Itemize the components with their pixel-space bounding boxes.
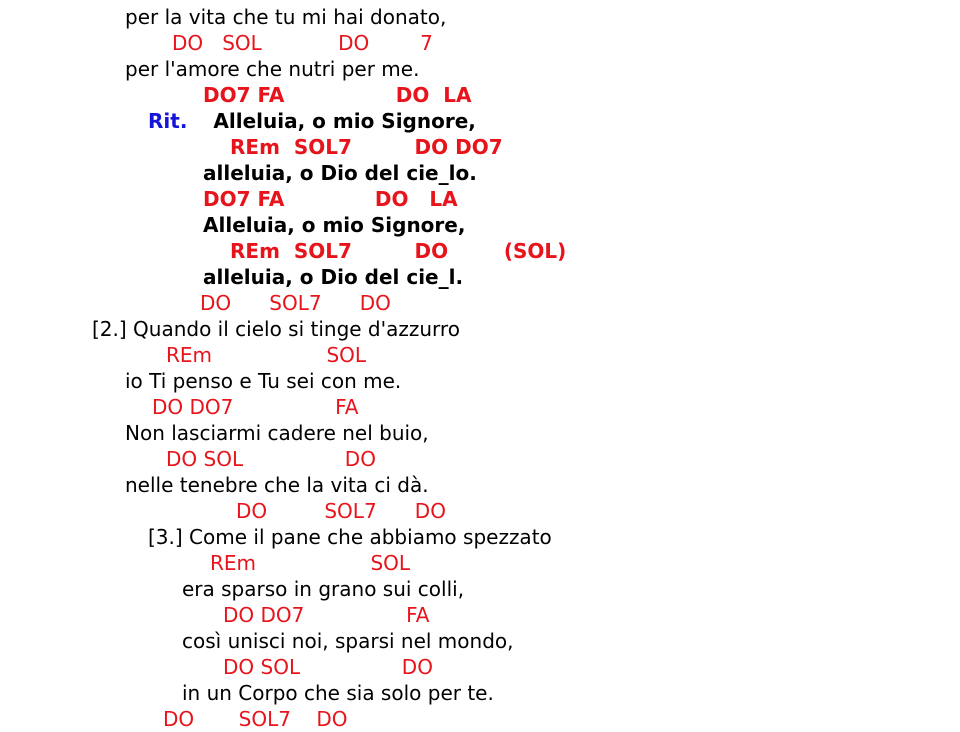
refrain-label: Rit. <box>148 109 188 133</box>
lyric-text: alleluia, o Dio del cie_l. <box>203 265 464 289</box>
lyric-text: [2.] Quando il cielo si tinge d'azzurro <box>92 317 460 341</box>
lyric-line <box>125 4 446 30</box>
chord-line <box>236 498 446 524</box>
lyric-line <box>182 576 464 602</box>
lyric-line <box>125 56 419 82</box>
lyric-text: [3.] Come il pane che abbiamo spezzato <box>148 525 552 549</box>
chord-text: DO SOL7 DO <box>163 707 348 731</box>
chord-line <box>152 394 358 420</box>
lyric-line <box>125 420 429 446</box>
lyric-line <box>148 524 552 550</box>
lyric-text: io Ti penso e Tu sei con me. <box>125 369 402 393</box>
lyric-text: Alleluia, o mio Signore, <box>203 213 466 237</box>
chord-text: DO7 FA DO LA <box>203 187 458 211</box>
chord-text: REm SOL7 DO DO7 <box>230 135 503 159</box>
chord-line <box>223 654 433 680</box>
chord-text: DO SOL DO 7 <box>172 31 433 55</box>
chord-line <box>203 186 458 212</box>
chord-line <box>166 342 366 368</box>
lyric-line <box>203 160 477 186</box>
chord-line <box>163 706 348 732</box>
chord-line <box>230 238 566 264</box>
chord-line <box>223 602 429 628</box>
lyric-line <box>125 368 401 394</box>
chord-line <box>210 550 410 576</box>
chord-text: DO SOL DO <box>166 447 376 471</box>
chord-text: DO DO7 FA <box>152 395 359 419</box>
lyric-line <box>148 108 476 134</box>
lyric-line <box>125 472 429 498</box>
chord-text: REm SOL <box>210 551 411 575</box>
lyric-text: così unisci noi, sparsi nel mondo, <box>182 629 514 653</box>
lyric-line <box>203 264 463 290</box>
lyric-text: era sparso in grano sui colli, <box>182 577 465 601</box>
lyric-text: per l'amore che nutri per me. <box>125 57 420 81</box>
chord-line <box>200 290 391 316</box>
chord-line <box>203 82 472 108</box>
chord-text: DO DO7 FA <box>223 603 430 627</box>
lyric-text: alleluia, o Dio del cie_lo. <box>203 161 477 185</box>
lyric-line <box>92 316 460 342</box>
chord-line <box>166 446 376 472</box>
lyric-line <box>203 212 465 238</box>
chord-text: DO SOL DO <box>223 655 433 679</box>
lyric-text: Non lasciarmi cadere nel buio, <box>125 421 429 445</box>
lyric-text: Alleluia, o mio Signore, <box>213 109 476 133</box>
lyric-text: in un Corpo che sia solo per te. <box>182 681 494 705</box>
chord-text: DO SOL7 DO <box>236 499 446 523</box>
lyric-text: per la vita che tu mi hai donato, <box>125 5 447 29</box>
chord-text: DO7 FA DO LA <box>203 83 472 107</box>
chord-text: DO SOL7 DO <box>200 291 391 315</box>
chord-text: REm SOL <box>166 343 367 367</box>
chord-line <box>230 134 503 160</box>
lyric-text: nelle tenebre che la vita ci dà. <box>125 473 429 497</box>
chord-line <box>172 30 433 56</box>
lyric-line <box>182 680 494 706</box>
lyric-line <box>182 628 514 654</box>
chord-text: REm SOL7 DO (SOL) <box>230 239 567 263</box>
